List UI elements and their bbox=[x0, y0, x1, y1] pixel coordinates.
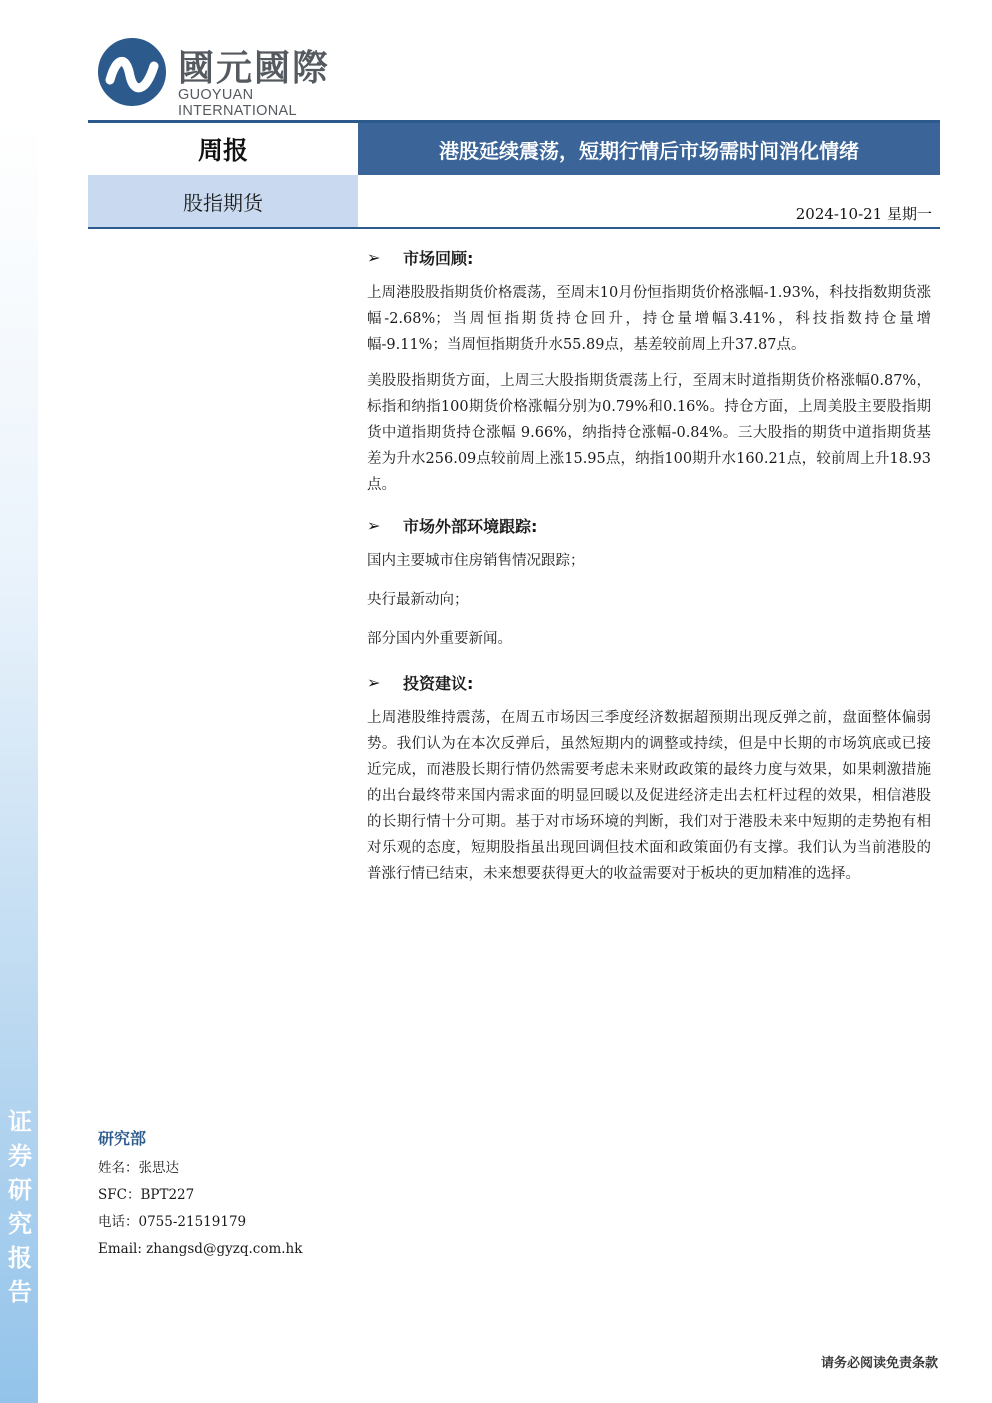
report-category: 股指期货 bbox=[88, 175, 358, 227]
disclaimer-note[interactable]: 请务必阅读免责条款 bbox=[820, 1356, 938, 1371]
report-headline: 港股延续震荡，短期行情后市场需时间消化情绪 bbox=[358, 123, 940, 175]
side-label-char: 券 bbox=[8, 1142, 32, 1170]
header-bottom-rule bbox=[88, 227, 940, 229]
logo-name-cn: 國元國際 bbox=[178, 48, 331, 89]
advice-paragraph: 上周港股维持震荡，在周五市场因三季度经济数据超预期出现反弹之前，盘面整体偏弱势。我们认为在本次反弹后，虽然短期内的调整或持续，但是中长期的市场筑底或已接近完成，而港股长期行情仍然需要考虑未来财政政策的最终力度与效果，如果刺激措施的出台最终带来国内需求面的明显回暖以及促进经济走出去杠杆过程的效果，相信港股的长期行情十分可期。基于对市场环境的判断，我们对于港股未来中短期的走势抱有相对乐观的态度，短期股指虽出现回调但技术面和政策面仍有支撑。我们认为当前港股的普涨行情已结束，未来想要获得更大的收益需要对于板块的更加精准的选择。 bbox=[367, 710, 931, 882]
review-paragraph: 美股股指期货方面，上周三大股指期货震荡上行，至周末时道指期货价格涨幅0.87%，标指和纳指100期货价格涨幅分别为0.79%和0.16%。持仓方面，上周美股主要股指期货中道指期货持仓涨幅 9.66%，纳指持仓涨幅-0.84%。三大股指的期货中道指期货基差为升水256.09点较前周上涨15.95点，纳指100期升水160.21点，较前周上升18.93点。 bbox=[367, 373, 931, 493]
side-label-char: 证 bbox=[8, 1108, 32, 1136]
side-label-char: 告 bbox=[8, 1278, 32, 1306]
author-name: 姓名：张思达 bbox=[98, 1160, 179, 1176]
author-phone: 电话：0755-21519179 bbox=[98, 1214, 247, 1230]
author-sfc: SFC：BPT227 bbox=[98, 1187, 195, 1203]
section-title: 市场外部环境跟踪: bbox=[403, 516, 538, 536]
logo-name-en: GUOYUAN INTERNATIONAL bbox=[178, 87, 297, 119]
logo-mark-icon bbox=[96, 36, 168, 108]
external-item: 国内主要城市住房销售情况跟踪； bbox=[367, 553, 585, 569]
report-type: 周报 bbox=[197, 136, 248, 165]
section-title: 投资建议: bbox=[403, 673, 474, 693]
side-label-char: 报 bbox=[8, 1244, 32, 1272]
author-email[interactable]: Email: zhangsd@gyzq.com.hk bbox=[98, 1241, 303, 1257]
side-label-char: 研 bbox=[8, 1176, 32, 1204]
author-department: 研究部 bbox=[98, 1129, 147, 1148]
review-paragraph: 上周港股股指期货价格震荡，至周末10月份恒指期货价格涨幅-1.93%，科技指数期货涨幅-2.68%；当周恒指期货持仓回升，持仓量增幅3.41%，科技指数持仓量增幅-9.11%；当周恒指期货升水55.89点，基差较前周上升37.87点。 bbox=[367, 285, 931, 353]
arrow-bullet-icon: ➢ bbox=[367, 672, 381, 692]
external-item: 部分国内外重要新闻。 bbox=[367, 631, 512, 647]
arrow-bullet-icon: ➢ bbox=[367, 247, 381, 267]
section-heading-external bbox=[367, 508, 931, 542]
external-item: 央行最新动向； bbox=[367, 592, 469, 608]
side-label bbox=[4, 1105, 36, 1309]
side-label-char: 究 bbox=[8, 1210, 32, 1238]
section-heading-advice bbox=[367, 665, 931, 699]
author-info bbox=[98, 1126, 358, 1263]
arrow-bullet-icon: ➢ bbox=[367, 515, 381, 535]
section-heading-review bbox=[367, 240, 931, 274]
main-content bbox=[367, 240, 931, 897]
section-title: 市场回顾: bbox=[403, 248, 474, 268]
company-logo bbox=[96, 36, 366, 119]
report-date: 2024-10-21 星期一 bbox=[795, 205, 932, 223]
